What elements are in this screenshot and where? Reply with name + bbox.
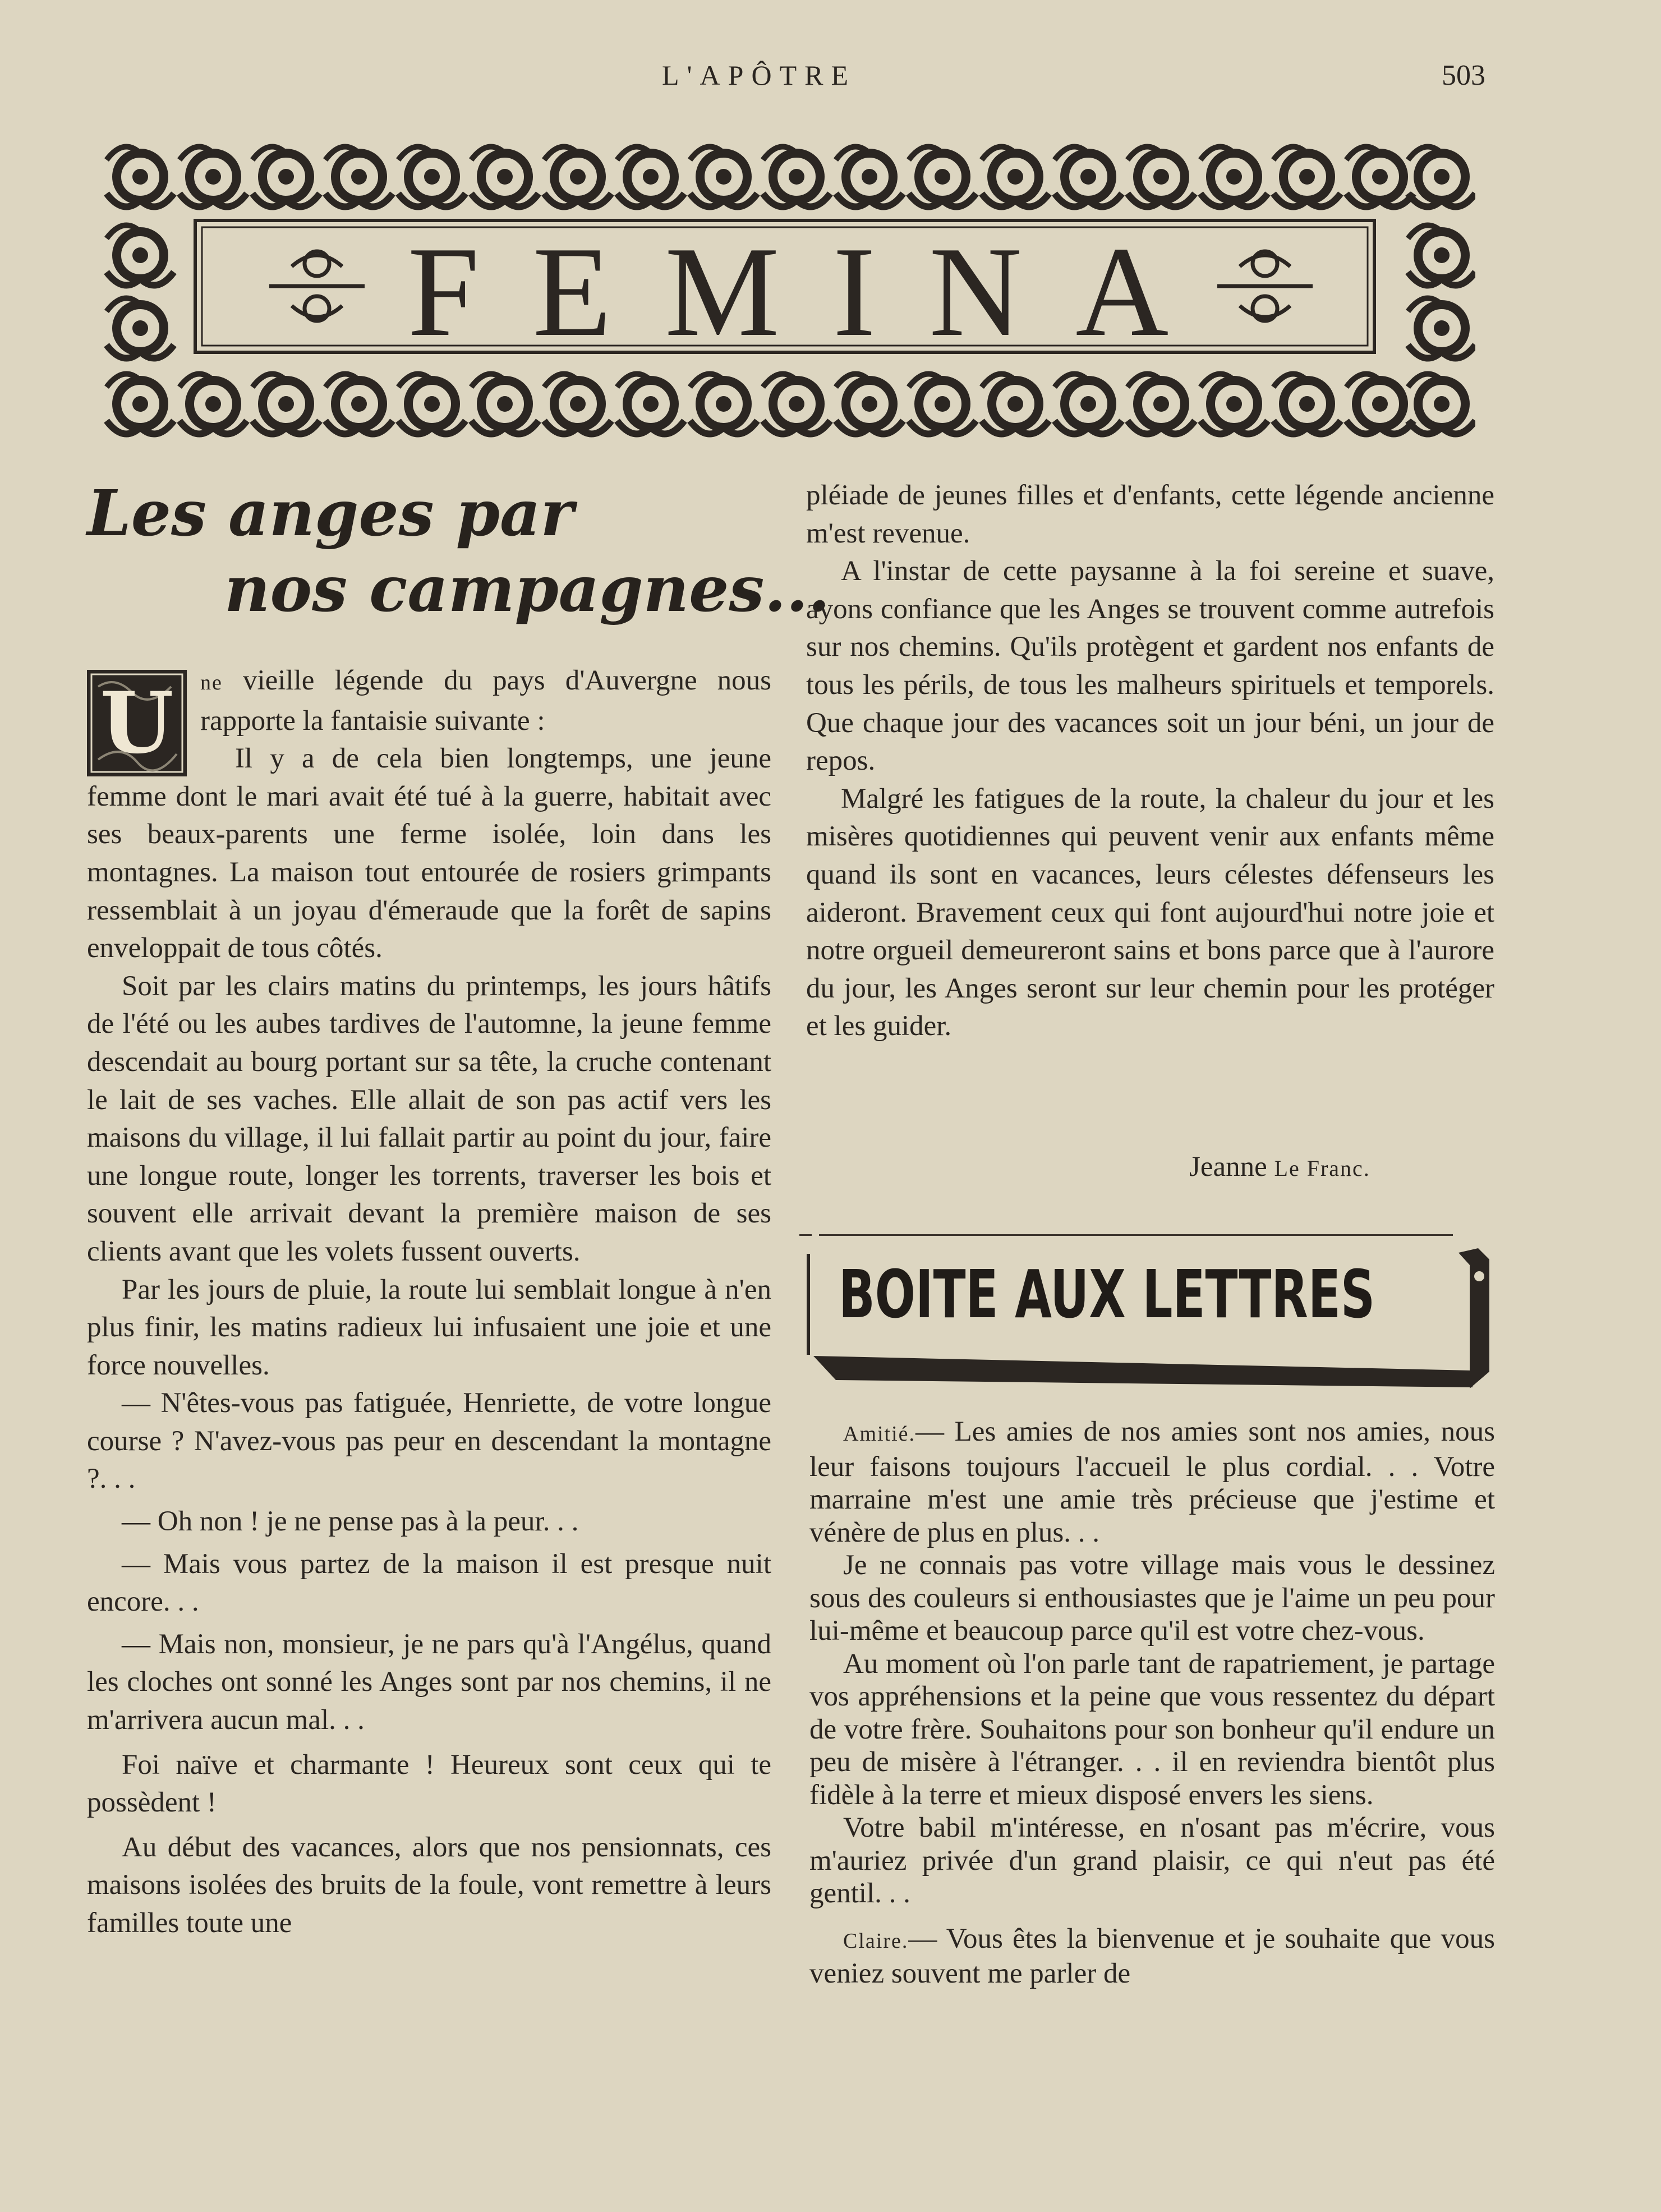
article-title-line-1: Les anges par [87, 477, 574, 550]
page-number: 503 [1442, 59, 1485, 91]
paragraph: A l'instar de cette paysanne à la foi sereine et suave, ayons confiance que les Anges se trouvent comme autrefois sur nos chemins. Qu'ils protègent et gardent nos enfants de tous les périls, de tous les malheurs spirituels et temporels. Que chaque jour des vacances soit un jour béni, un jour de repos. [806, 555, 1494, 777]
first-word-smallcaps: ne [200, 671, 223, 695]
paragraph: — Mais vous partez de la maison il est presque nuit encore. . . [87, 1548, 771, 1618]
paragraph: pléiade de jeunes filles et d'enfants, cette légende ancienne m'est revenue. [806, 480, 1494, 549]
author-first-name: Jeanne [1189, 1151, 1267, 1183]
paragraph: Au début des vacances, alors que nos pensionnats, ces maisons isolées des bruits de la foule, vont remettre à leurs familles toute une [87, 1831, 771, 1939]
running-head: L'APÔTRE [662, 59, 857, 91]
paragraph: Soit par les clairs matins du printemps, les jours hâtifs de l'été ou les aubes tardives de l'automne, la jeune femme descendait au bourg portant sur sa tête, la cruche contenant le lait de ses vaches. Elle allait de son pas actif vers les maisons du village, il lui fallait partir au point du jour, faire une longue route, longer les torrents, traverser les bois et souvent elle arrivait devant la première maison de ses clients avant que les volets fussent ouverts. [87, 970, 771, 1267]
drop-cap [87, 670, 187, 776]
letter-text: Les amies de nos amies sont nos amies, nous leur faisons toujours l'accueil le plus cordial. . . Votre marraine m'est une amie très précieuse que j'estime et vénère de plus en plus. . . [809, 1416, 1495, 1548]
author-last-name: Le Franc. [1274, 1156, 1370, 1181]
article-column-left [87, 662, 771, 1943]
letter-paragraph: Claire.— Vous êtes la bienvenue et je souhaite que vous veniez souvent me parler de [809, 1923, 1495, 1989]
article-column-right [806, 477, 1494, 1046]
paragraph: Foi naïve et charmante ! Heureux sont ceux qui te possèdent ! [87, 1749, 771, 1819]
paragraph: — Mais non, monsieur, je ne pars qu'à l'Angélus, quand les cloches ont sonné les Anges sont par nos chemins, il ne m'arrivera aucun mal. . . [87, 1628, 771, 1736]
letter-name: Amitié. [843, 1422, 916, 1446]
paragraph: — Oh non ! je ne pense pas à la peur. . . [122, 1506, 579, 1538]
letter-paragraph: Au moment où l'on parle tant de rapatriement, je partage vos appréhensions et la peine que vous ressentez du départ de votre frère. Souhaitons pour son bonheur qu'il endure un peu de misère à l'étranger. . . il en reviendra bientôt plus fidèle à la terre et mieux disposé envers les siens. [809, 1648, 1495, 1811]
paragraph: Il y a de cela bien longtemps, une jeune femme dont le mari avait été tué à la guerre, habitait avec ses beaux-parents une ferme isolée, loin dans les montagnes. La maison tout entourée de rosiers grimpants ressemblait à un joyau d'émeraude que la forêt de sapins enveloppait de tous côtés. [87, 743, 771, 964]
separator-line [819, 1234, 1453, 1236]
mailbox-header [802, 1243, 1501, 1394]
femina-banner [101, 132, 1475, 446]
letter-paragraph: Je ne connais pas votre village mais vous le dessinez sous des couleurs si enthousiastes que je l'aime un peu pour lui-même et beaucoup parce qu'il est votre chez-vous. [809, 1549, 1495, 1647]
letter-paragraph: Amitié.— Les amies de nos amies sont nos amies, nous leur faisons toujours l'accueil le plus cordial. . . Votre marraine m'est une amie très précieuse que j'estime et vénère de plus en plus. . . [809, 1416, 1495, 1548]
mailbox-title: BOITE AUX LETTRES [839, 1256, 1375, 1333]
separator-dash [799, 1234, 812, 1236]
first-paragraph: vieille légende du pays d'Auvergne nous rapporte la fantaisie suivante : [200, 665, 771, 737]
paragraph: — N'êtes-vous pas fatiguée, Henriette, de votre longue course ? N'avez-vous pas peur en descendant la montagne ?. . . [87, 1387, 771, 1495]
letter-text: Vous êtes la bienvenue et je souhaite que vous veniez souvent me parler de [809, 1923, 1495, 1989]
letter-paragraph: Votre babil m'intéresse, en n'osant pas m'écrire, vous m'auriez privée d'un grand plaisir, ce qui n'eut pas été gentil. . . [809, 1812, 1495, 1909]
article-signature [1189, 1153, 1370, 1181]
letter-name: Claire. [843, 1929, 909, 1953]
letters-column [809, 1415, 1495, 1990]
section-title: FEMINA [407, 220, 1222, 363]
article-title-line-2: nos campagnes... [224, 553, 830, 626]
paragraph: Par les jours de pluie, la route lui semblait longue à n'en plus finir, les matins radieux lui infusaient une joie et une force nouvelles. [87, 1273, 771, 1381]
drop-cap-letter: U [100, 674, 174, 772]
paragraph: Malgré les fatigues de la route, la chaleur du jour et les misères quotidiennes qui peuvent venir aux enfants même quand ils sont en vacances, leurs célestes défenseurs les aideront. Bravement ceux qui font aujourd'hui notre joie et notre orgueil demeureront sains et bons parce que à l'aurore du jour, les Anges seront sur leur chemin pour les protéger et les guider. [806, 783, 1494, 1042]
